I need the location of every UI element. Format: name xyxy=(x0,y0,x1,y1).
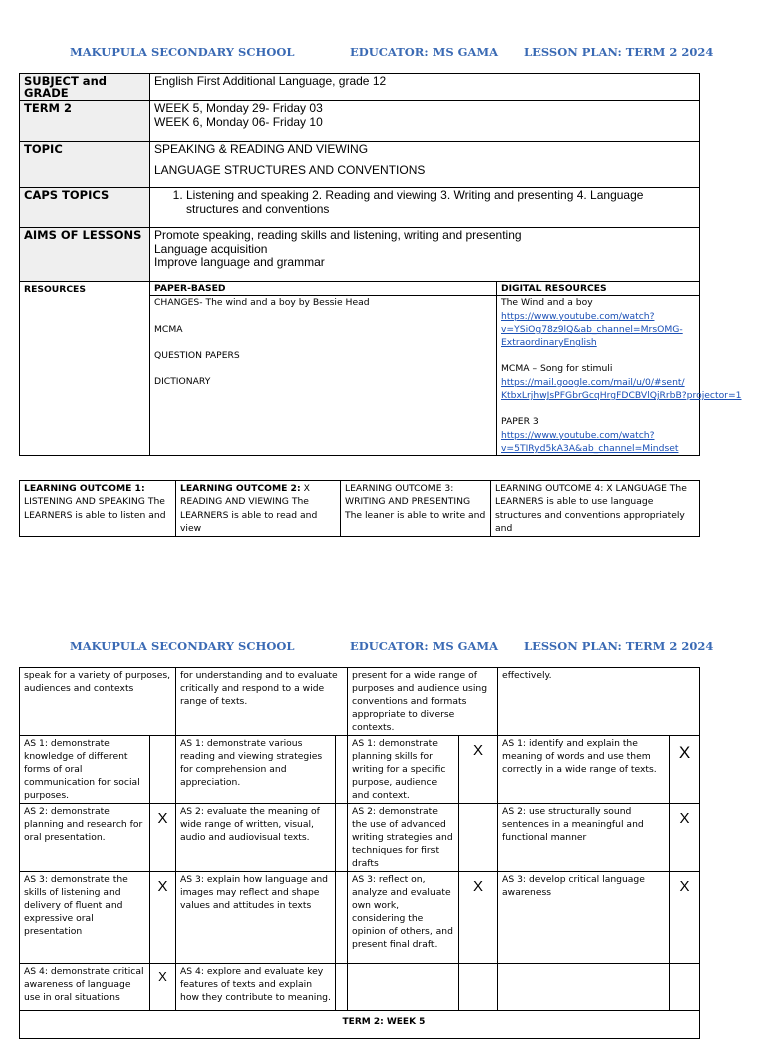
as-lo2: AS 4: explore and evaluate key features of texts and explain how they contribute to meaning. xyxy=(176,964,336,1011)
x-mark xyxy=(336,872,348,964)
mcma-song-link[interactable] xyxy=(501,376,742,403)
x-mark: X xyxy=(670,804,700,872)
lo2-x-mark: X xyxy=(303,483,310,494)
x-mark: X xyxy=(150,804,176,872)
link-part: https://mail.google.com/mail/u/0/#sent/ xyxy=(501,376,685,388)
as-lo1: AS 1: demonstrate knowledge of different forms of oral communication for social purposes. xyxy=(20,736,150,804)
as-lo3: AS 2: demonstrate the use of advanced writing strategies and techniques for first drafts xyxy=(348,804,459,872)
paper-item: MCMA xyxy=(154,323,183,335)
page-header xyxy=(0,45,768,65)
lo2-text: READING AND VIEWING The LEARNERS is able to read and view xyxy=(180,496,318,534)
link-part: https://www.youtube.com/watch? xyxy=(501,429,655,441)
paper-item: CHANGES- The wind and a boy by Bessie Head xyxy=(154,297,370,309)
link-part: v=YSiOg78z9lQ&ab_channel=MrsOMG- xyxy=(501,323,683,335)
subject-label: SUBJECT and GRADE xyxy=(20,74,150,101)
link-part: KtbxLrjhwJsPFGbrGcqHrgFDCBVlQjRrbB?projector=1 xyxy=(501,390,742,402)
as-lo4: AS 1: identify and explain the meaning of words and use them correctly in a wide range of texts. xyxy=(498,736,670,804)
learning-outcome-3: LEARNING OUTCOME 3: WRITING AND PRESENTING The leaner is able to write and xyxy=(341,481,491,537)
as-lo3 xyxy=(348,964,459,1011)
as-lo1: AS 3: demonstrate the skills of listening and delivery of fluent and expressive oral presentation xyxy=(20,872,150,964)
term-label: TERM 2 xyxy=(20,101,150,142)
aims-line-2: Language acquisition xyxy=(154,241,268,256)
resources-label xyxy=(20,282,150,456)
as-lo3: AS 3: reflect on, analyze and evaluate own work, considering the opinion of others, and present final draft. xyxy=(348,872,459,964)
week-footer: TERM 2: WEEK 5 xyxy=(342,1017,426,1027)
x-mark xyxy=(459,964,498,1011)
as-lo2: AS 3: explain how language and images may reflect and shape values and attitudes in texts xyxy=(176,872,336,964)
digital-item-title: MCMA – Song for stimuli xyxy=(501,363,613,375)
term-value xyxy=(150,101,700,142)
page-header-2 xyxy=(0,639,768,659)
outcome-cont-3: present for a wide range of purposes and audience using conventions and formats appropriate to diverse contexts. xyxy=(348,668,498,736)
link-part: v=5TIRyd5kA3A&ab_channel=Mindset xyxy=(501,442,679,454)
lo2-title: LEARNING OUTCOME 2: xyxy=(180,483,301,494)
term-line-2: WEEK 6, Monday 06- Friday 10 xyxy=(154,114,323,129)
wind-and-boy-link[interactable] xyxy=(501,310,695,350)
learning-outcome-4: LEARNING OUTCOME 4: X LANGUAGE The LEARNERS is able to use language structures and conventions appropriately and xyxy=(491,481,700,537)
digital-heading: DIGITAL RESOURCES xyxy=(501,283,607,294)
outcome-cont-4: effectively. xyxy=(498,668,700,736)
x-mark xyxy=(150,736,176,804)
caps-value xyxy=(150,188,700,228)
learning-outcomes-table xyxy=(19,480,700,537)
as-lo4: AS 3: develop critical language awareness xyxy=(498,872,670,964)
outcome-cont-2: for understanding and to evaluate critically and respond to a wide range of texts. xyxy=(176,668,348,736)
resources-label-text: RESOURCES xyxy=(24,284,86,295)
as-lo4: AS 2: use structurally sound sentences in a meaningful and functional manner xyxy=(498,804,670,872)
lo1-text: LISTENING AND SPEAKING The LEARNERS is able to listen and xyxy=(24,496,166,521)
lesson-plan-title: LESSON PLAN: TERM 2 2024 xyxy=(524,639,714,653)
aims-label: AIMS OF LESSONS xyxy=(20,228,150,282)
topic-line-1: SPEAKING & READING AND VIEWING xyxy=(154,142,369,156)
x-mark: X xyxy=(459,736,498,804)
school-name: MAKUPULA SECONDARY SCHOOL xyxy=(70,639,295,653)
paper-3-link[interactable] xyxy=(501,429,695,456)
outcome-cont-1: speak for a variety of purposes, audiences and contexts xyxy=(20,668,176,736)
as-lo2: AS 2: evaluate the meaning of wide range of written, visual, audio and audiovisual texts. xyxy=(176,804,336,872)
as-lo1: AS 2: demonstrate planning and research for oral presentation. xyxy=(20,804,150,872)
caps-label: CAPS TOPICS xyxy=(20,188,150,228)
x-mark xyxy=(336,804,348,872)
digital-item-title: PAPER 3 xyxy=(501,416,539,428)
topic-line-2: LANGUAGE STRUCTURES AND CONVENTIONS xyxy=(154,162,426,177)
paper-item: QUESTION PAPERS xyxy=(154,349,240,361)
educator-name: EDUCATOR: MS GAMA xyxy=(350,45,499,59)
x-mark: X xyxy=(150,872,176,964)
as-lo2: AS 1: demonstrate various reading and viewing strategies for comprehension and appreciation. xyxy=(176,736,336,804)
educator-name: EDUCATOR: MS GAMA xyxy=(350,639,499,653)
aims-line-1: Promote speaking, reading skills and listening, writing and presenting xyxy=(154,228,522,242)
school-name: MAKUPULA SECONDARY SCHOOL xyxy=(70,45,295,59)
x-mark xyxy=(459,804,498,872)
lesson-plan-title: LESSON PLAN: TERM 2 2024 xyxy=(524,45,714,59)
x-mark xyxy=(670,964,700,1011)
topic-label: TOPIC xyxy=(20,142,150,188)
x-mark: X xyxy=(459,872,498,964)
term-line-1: WEEK 5, Monday 29- Friday 03 xyxy=(154,101,323,115)
paper-item: DICTIONARY xyxy=(154,376,211,388)
x-mark: X xyxy=(150,964,176,1011)
assessment-standards-table xyxy=(19,667,700,1039)
x-mark xyxy=(336,736,348,804)
link-part: https://www.youtube.com/watch? xyxy=(501,310,655,322)
digital-item-title: The Wind and a boy xyxy=(501,297,593,309)
paper-resources xyxy=(150,282,497,456)
topic-value xyxy=(150,142,700,188)
subject-value: English First Additional Language, grade 12 xyxy=(150,74,700,101)
x-mark: X xyxy=(670,872,700,964)
learning-outcome-1 xyxy=(20,481,176,537)
paper-heading: PAPER-BASED xyxy=(154,283,226,294)
aims-value xyxy=(150,228,700,282)
x-mark xyxy=(336,964,348,1011)
link-part: ExtraordinaryEnglish xyxy=(501,337,597,349)
lesson-info-table xyxy=(19,73,742,456)
digital-resources xyxy=(497,282,742,456)
aims-line-3: Improve language and grammar xyxy=(154,255,325,269)
caps-list-item: 1. Listening and speaking 2. Reading and viewing 3. Writing and presenting 4. Language structures and conventions xyxy=(186,189,695,216)
as-lo4 xyxy=(498,964,670,1011)
as-lo3: AS 1: demonstrate planning skills for writing for a specific purpose, audience and context. xyxy=(348,736,459,804)
learning-outcome-2 xyxy=(176,481,341,537)
x-mark: X xyxy=(670,736,700,804)
as-lo1: AS 4: demonstrate critical awareness of language use in oral situations xyxy=(20,964,150,1011)
lo1-title: LEARNING OUTCOME 1: xyxy=(24,483,145,494)
